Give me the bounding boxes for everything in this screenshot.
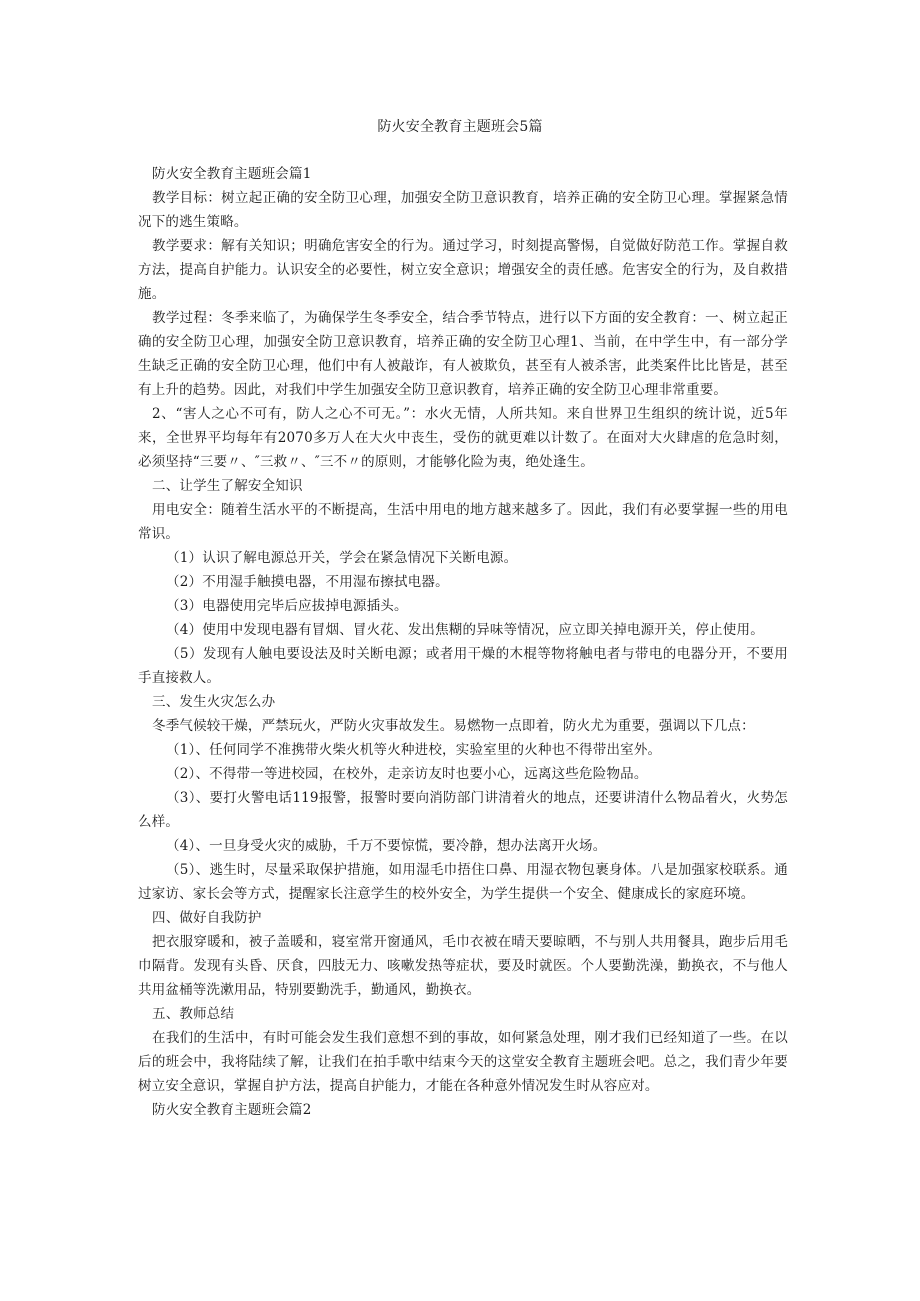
- section-heading: 防火安全教育主题班会篇1: [152, 166, 312, 182]
- paragraph: 用电安全：随着生活水平的不断提高，生活中用电的地方越来越多了。因此，我们有必要掌握一些的用电常识。: [138, 502, 788, 542]
- paragraph: 教学要求：解有关知识；明确危害安全的行为。通过学习，时刻提高警惕，自觉做好防范工作。掌握自救方法，提高自护能力。认识安全的必要性，树立安全意识；增强安全的责任感。危害安全的行为，及自救措施。: [138, 238, 788, 302]
- list-item: （1）、任何同学不准携带火柴火机等火种进校，实验室里的火种也不得带出室外。: [166, 742, 662, 758]
- list-item: （5）发现有人触电要设法及时关断电源；或者用干燥的木棍等物将触电者与带电的电器分开，不要用手直接救人。: [138, 646, 788, 686]
- section-heading: 四、做好自我防护: [152, 910, 262, 926]
- list-item: （1）认识了解电源总开关，学会在紧急情况下关断电源。: [166, 550, 518, 566]
- section-heading: 三、发生火灾怎么办: [152, 694, 276, 710]
- section-heading: 五、教师总结: [152, 1006, 235, 1022]
- list-item: （3）、要打火警电话119报警，报警时要向消防部门讲清着火的地点，还要讲清什么物品着火，火势怎么样。: [138, 790, 788, 830]
- list-item: （2）、不得带一等进校园，在校外，走亲访友时也要小心，远离这些危险物品。: [166, 766, 648, 782]
- list-item: （2）不用湿手触摸电器，不用湿布擦拭电器。: [166, 574, 449, 590]
- paragraph: 在我们的生活中，有时可能会发生我们意想不到的事故，如何紧急处理，刚才我们已经知道了一些。在以后的班会中，我将陆续了解，让我们在拍手歌中结束今天的这堂安全教育主题班会吧。总之，我们青少年要树立安全意识，掌握自护方法，提高自护能力，才能在各种意外情况发生时从容应对。: [138, 1030, 788, 1094]
- section-heading: 二、让学生了解安全知识: [152, 478, 303, 494]
- paragraph: 2、“害人之心不可有，防人之心不可无。”：水火无情，人所共知。来自世界卫生组织的统计说，近5年来，全世界平均每年有2070多万人在大火中丧生，受伤的就更难以计数了。在面对大火肆虐的危急时刻，必须坚持“三要〃、″三救〃、″三不〃的原则，才能够化险为夷，绝处逢生。: [138, 406, 788, 470]
- paragraph: 教学过程：冬季来临了，为确保学生冬季安全，结合季节特点，进行以下方面的安全教育：一、树立起正确的安全防卫心理，加强安全防卫意识教育，培养正确的安全防卫心理1、当前，在中学生中，有一部分学生缺乏正确的安全防卫心理，他们中有人被敲诈，有人被欺负，甚至有人被杀害，此类案件比比皆是，甚至有上升的趋势。因此，对我们中学生加强安全防卫意识教育，培养正确的安全防卫心理非常重要。: [138, 310, 788, 398]
- paragraph: 把衣服穿暖和，被子盖暖和，寝室常开窗通风，毛巾衣被在晴天要晾晒，不与别人共用餐具，跑步后用毛巾隔背。发现有头昏、厌食，四肢无力、咳嗽发热等症状，要及时就医。个人要勤洗澡，勤换衣，不与他人共用盆桶等洗漱用品，特别要勤洗手，勤通风，勤换衣。: [138, 934, 788, 998]
- paragraph: 教学目标：树立起正确的安全防卫心理，加强安全防卫意识教育，培养正确的安全防卫心理。掌握紧急情况下的逃生策略。: [138, 190, 788, 230]
- section-heading: 防火安全教育主题班会篇2: [152, 1102, 312, 1118]
- list-item: （4）使用中发现电器有冒烟、冒火花、发出焦糊的异味等情况，应立即关掉电源开关，停止使用。: [166, 622, 764, 638]
- document-title: 防火安全教育主题班会5篇: [377, 119, 543, 135]
- list-item: （4）、一旦身受火灾的威胁，千万不要惊慌，要冷静，想办法离开火场。: [166, 838, 607, 854]
- document-body: [138, 162, 788, 1122]
- paragraph: 冬季气候较干燥，严禁玩火，严防火灾事故发生。易燃物一点即着，防火尤为重要，强调以下几点：: [152, 718, 755, 734]
- list-item: （5）、逃生时，尽量采取保护措施，如用湿毛巾捂住口鼻、用湿衣物包裹身体。八是加强家校联系。通过家访、家长会等方式，提醒家长注意学生的校外安全，为学生提供一个安全、健康成长的家庭环境。: [138, 862, 788, 902]
- list-item: （3）电器使用完毕后应拔掉电源插头。: [166, 598, 408, 614]
